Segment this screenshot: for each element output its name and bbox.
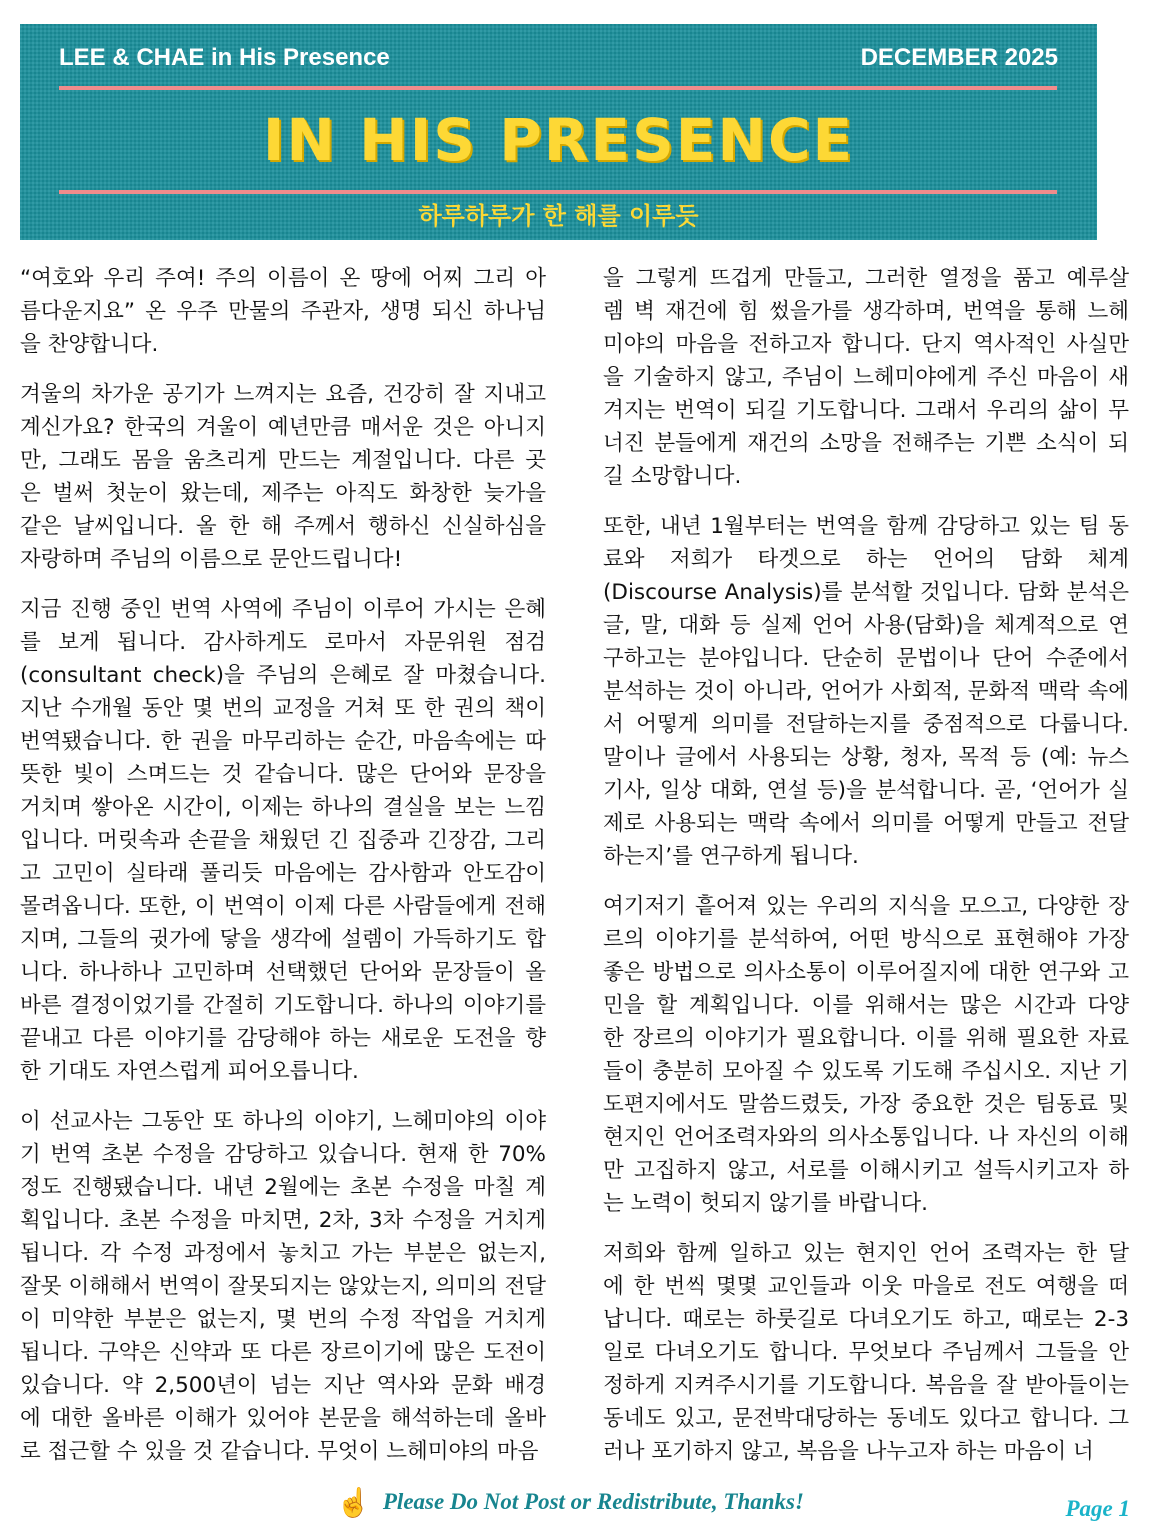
text-line: 이 선교사는 그동안 또 하나의 이야기, 느헤미야의 이야	[20, 1109, 546, 1134]
text-line: 너진 분들에게 재건의 소망을 전해주는 기쁜 소식이 되	[603, 431, 1129, 456]
text-line: 지며, 그들의 귓가에 닿을 생각에 설렘이 가득하기도 합	[20, 927, 546, 952]
left-column	[20, 262, 546, 1485]
text-line: 계신가요? 한국의 겨울이 예년만큼 매서운 것은 아니지	[20, 415, 546, 440]
text-line: 을 그렇게 뜨겁게 만들고, 그러한 열정을 품고 예루살	[603, 266, 1129, 291]
text-line: 하는지’를 연구하게 됩니다.	[603, 844, 859, 869]
text-line: 획입니다. 초본 수정을 마치면, 2차, 3차 수정을 거치게	[20, 1208, 546, 1233]
text-line: 만, 그래도 몸을 움츠리게 만드는 계절입니다. 다른 곳	[20, 448, 546, 473]
text-line: 도편지에서도 말씀드렸듯, 가장 중요한 것은 팀동료 및	[603, 1092, 1129, 1117]
text-line: 정하게 지켜주시기를 기도합니다. 복음을 잘 받아들이는	[603, 1373, 1129, 1398]
paragraph	[20, 1105, 546, 1468]
text-line: 말이나 글에서 사용되는 상황, 청자, 목적 등 (예: 뉴스	[603, 745, 1129, 770]
text-line: 고 고민이 실타래 풀리듯 마음에는 감사함과 안도감이	[20, 861, 546, 886]
text-line: 겨울의 차가운 공기가 느껴지는 요즘, 건강히 잘 지내고	[20, 382, 546, 407]
text-line: 분석하는 것이 아니라, 언어가 사회적, 문화적 맥락 속에	[603, 679, 1129, 704]
newsletter-name: LEE & CHAE in His Presence	[59, 44, 390, 71]
text-line: 있습니다. 약 2,500년이 넘는 지난 역사와 문화 배경	[20, 1373, 546, 1398]
text-line: 번역됐습니다. 한 권을 마무리하는 순간, 마음속에는 따	[20, 729, 546, 754]
text-line: 을 기술하지 않고, 주님이 느헤미야에게 주신 마음이 새	[603, 365, 1129, 390]
text-line: 를 보게 됩니다. 감사하게도 로마서 자문위원 점검	[20, 630, 546, 655]
text-line: 좋은 방법으로 의사소통이 이루어질지에 대한 연구와 고	[603, 960, 1129, 985]
text-line: 로 접근할 수 있을 것 같습니다. 무엇이 느헤미야의 마음	[20, 1439, 539, 1464]
text-line: 동네도 있고, 문전박대당하는 동네도 있다고 합니다. 그	[603, 1406, 1129, 1431]
text-line: 니다. 하나하나 고민하며 선택했던 단어와 문장들이 올	[20, 960, 546, 985]
text-line: 몰려옵니다. 또한, 이 번역이 이제 다른 사람들에게 전해	[20, 894, 546, 919]
pointing-up-hand-icon: ☝	[336, 1488, 371, 1519]
text-line: 정도 진행됐습니다. 내년 2월에는 초본 수정을 마칠 계	[20, 1175, 546, 1200]
text-line: 지금 진행 중인 번역 사역에 주님이 이루어 가시는 은혜	[20, 597, 546, 622]
text-line: 자랑하며 주님의 이름으로 문안드립니다!	[20, 547, 403, 572]
paragraph	[20, 262, 546, 361]
paragraph	[603, 890, 1129, 1220]
text-line: 같은 날씨입니다. 올 한 해 주께서 행하신 신실하심을	[20, 514, 546, 539]
text-line: 이 미약한 부분은 없는지, 몇 번의 수정 작업을 거치게	[20, 1307, 546, 1332]
text-line: 현지인 언어조력자와의 의사소통입니다. 나 자신의 이해	[603, 1125, 1129, 1150]
text-line: 을 찬양합니다.	[20, 332, 159, 357]
text-line: 에 대한 올바른 이해가 있어야 본문을 해석하는데 올바	[20, 1406, 546, 1431]
text-line: 저희와 함께 일하고 있는 현지인 언어 조력자는 한 달	[603, 1241, 1129, 1266]
text-line: 거치며 쌓아온 시간이, 이제는 하나의 결실을 보는 느낌	[20, 795, 546, 820]
text-line: 한 기대도 자연스럽게 피어오릅니다.	[20, 1059, 359, 1084]
text-line: 름다운지요” 온 우주 만물의 주관자, 생명 되신 하나님	[20, 299, 546, 324]
text-line: 한 장르의 이야기가 필요합니다. 이를 위해 필요한 자료	[603, 1026, 1129, 1051]
text-line: 미야의 마음을 전하고자 합니다. 단지 역사적인 사실만	[603, 332, 1129, 357]
paragraph	[20, 378, 546, 576]
text-line: 입니다. 머릿속과 손끝을 채웠던 긴 집중과 긴장감, 그리	[20, 828, 546, 853]
divider-bottom	[59, 190, 1057, 194]
text-line: 은 벌써 첫눈이 왔는데, 제주는 아직도 화창한 늦가을	[20, 481, 546, 506]
text-line: 일로 다녀오기도 합니다. 무엇보다 주님께서 그들을 안	[603, 1340, 1129, 1365]
divider-top	[59, 86, 1057, 90]
text-line: 또한, 내년 1월부터는 번역을 함께 감당하고 있는 팀 동	[603, 514, 1129, 539]
paragraph	[603, 262, 1129, 493]
text-line: 서 어떻게 의미를 전달하는지를 중점적으로 다룹니다.	[603, 712, 1129, 737]
paragraph	[603, 1237, 1129, 1468]
text-line: 됩니다. 각 수정 과정에서 놓치고 가는 부분은 없는지,	[20, 1241, 546, 1266]
text-line: 길 소망합니다.	[603, 464, 742, 489]
text-line: 만 고집하지 않고, 서로를 이해시키고 설득시키고자 하	[603, 1158, 1129, 1183]
text-line: 지난 수개월 동안 몇 번의 교정을 거쳐 또 한 권의 책이	[20, 696, 546, 721]
masthead	[20, 24, 1097, 240]
right-column	[603, 262, 1129, 1485]
text-line: 기사, 일상 대화, 연설 등)을 분석합니다. 곧, ‘언어가 실	[603, 778, 1129, 803]
text-line: 끝내고 다른 이야기를 감당해야 하는 새로운 도전을 향	[20, 1026, 546, 1051]
text-line: 바른 결정이었기를 간절히 기도합니다. 하나의 이야기를	[20, 993, 546, 1018]
paragraph	[20, 593, 546, 1088]
text-line: 겨지는 번역이 되길 기도합니다. 그래서 우리의 삶이 무	[603, 398, 1129, 423]
text-line: 렘 벽 재건에 힘 썼을가를 생각하며, 번역을 통해 느헤	[603, 299, 1129, 324]
text-line: (Discourse Analysis)를 분석할 것입니다. 담화 분석은	[603, 580, 1129, 605]
text-line: 구하고는 분야입니다. 단순히 문법이나 단어 수준에서	[603, 646, 1129, 671]
text-line: 기 번역 초본 수정을 감당하고 있습니다. 현재 한 70%	[20, 1142, 546, 1167]
text-line: “여호와 우리 주여! 주의 이름이 온 땅에 어찌 그리 아	[20, 266, 546, 291]
text-line: 는 노력이 헛되지 않기를 바랍니다.	[603, 1191, 928, 1216]
text-line: 됩니다. 구약은 신약과 또 다른 장르이기에 많은 도전이	[20, 1340, 546, 1365]
text-line: (consultant check)을 주님의 은혜로 잘 마쳤습니다.	[20, 663, 546, 688]
text-line: 납니다. 때로는 하룻길로 다녀오기도 하고, 때로는 2-3	[603, 1307, 1129, 1332]
paragraph	[603, 510, 1129, 873]
text-line: 여기저기 흩어져 있는 우리의 지식을 모으고, 다양한 장	[603, 894, 1129, 919]
issue-date: DECEMBER 2025	[860, 44, 1058, 71]
text-line: 잘못 이해해서 번역이 잘못되지는 않았는지, 의미의 전달	[20, 1274, 546, 1299]
text-line: 글, 말, 대화 등 실제 언어 사용(담화)을 체계적으로 연	[603, 613, 1129, 638]
text-line: 뜻한 빛이 스며드는 것 같습니다. 많은 단어와 문장을	[20, 762, 546, 787]
redistribution-notice: Please Do Not Post or Redistribute, Thanks!	[382, 1489, 804, 1514]
text-line: 료와 저희가 타겟으로 하는 언어의 담화 체계	[603, 547, 1129, 572]
text-line: 들이 충분히 모아질 수 있도록 기도해 주십시오. 지난 기	[603, 1059, 1129, 1084]
text-line: 에 한 번씩 몇몇 교인들과 이웃 마을로 전도 여행을 떠	[603, 1274, 1129, 1299]
page-number: Page 1	[1065, 1496, 1130, 1521]
footer-notice	[336, 1486, 804, 1520]
text-line: 민을 할 계획입니다. 이를 위해서는 많은 시간과 다양	[603, 993, 1129, 1018]
text-line: 러나 포기하지 않고, 복음을 나누고자 하는 마음이 너	[603, 1439, 1094, 1464]
newsletter-subtitle: 하루하루가 한 해를 이루듯	[418, 202, 699, 230]
text-line: 르의 이야기를 분석하여, 어떤 방식으로 표현해야 가장	[603, 927, 1129, 952]
text-line: 제로 사용되는 맥락 속에서 의미를 어떻게 만들고 전달	[603, 811, 1129, 836]
newsletter-title: IN HIS PRESENCE	[262, 106, 855, 174]
